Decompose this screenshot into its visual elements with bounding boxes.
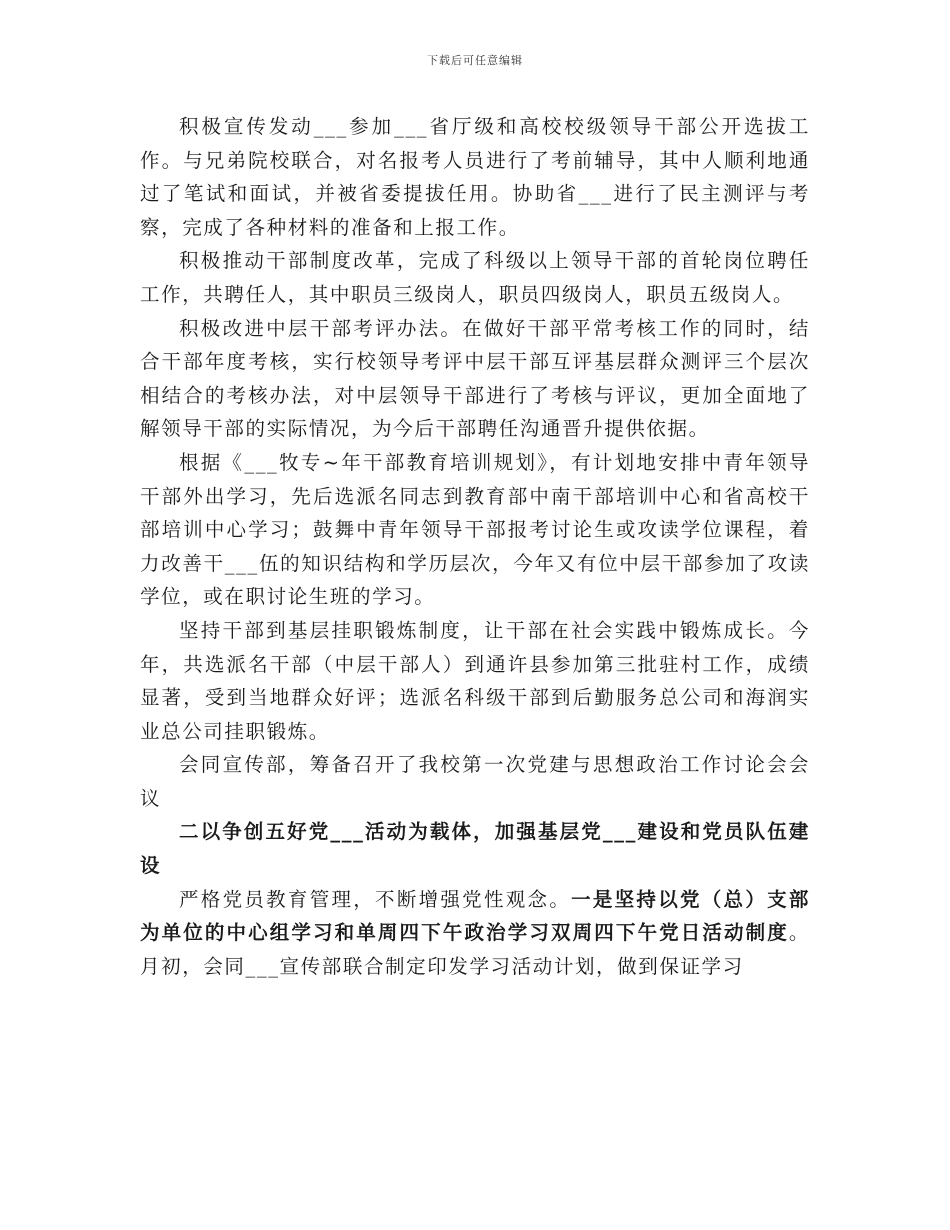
paragraph-6: 会同宣传部，筹备召开了我校第一次党建与思想政治工作讨论会会议	[140, 753, 810, 810]
paragraph-5: 坚持干部到基层挂职锻炼制度，让干部在社会实践中锻炼成长。今年，共选派名干部（中层干部人）到通许县参加第三批驻村工作，成绩显著，受到当地群众好评；选派名科级干部到后勤服务总公司和海润实业总公司挂职锻炼。	[140, 618, 810, 743]
paragraph-7-start: 严格党员教育管理，不断增强党性观念。	[179, 887, 572, 911]
paragraph-3: 积极改进中层干部考评办法。在做好干部平常考核工作的同时，结合干部年度考核，实行校领导考评中层干部互评基层群众测评三个层次相结合的考核办法，对中层领导干部进行了考核与评议，更加全面地了解领导干部的实际情况，为今后干部聘任沟通晋升提供依据。	[140, 316, 810, 441]
document-body	[140, 110, 810, 983]
paragraph-7-end: 。月初，会同___宣传部联合制定印发学习活动计划，做到保证学习	[140, 921, 810, 978]
paragraph-4: 根据《___牧专~年干部教育培训规划》，有计划地安排中青年领导干部外出学习，先后选派名同志到教育部中南干部培训中心和省高校干部培训中心学习；鼓舞中青年领导干部报考讨论生或攻读学位课程，着力改善干___伍的知识结构和学历层次，今年又有位中层干部参加了攻读学位，或在职讨论生班的学习。	[140, 450, 810, 609]
section-heading: 二以争创五好党___活动为载体，加强基层党___建设和党员队伍建设	[140, 820, 810, 878]
paragraph-1: 积极宣传发动___参加___省厅级和高校校级领导干部公开选拔工作。与兄弟院校联合，对名报考人员进行了考前辅导，其中人顺利地通过了笔试和面试，并被省委提拔任用。协助省___进行了民主测评与考察，完成了各种材料的准备和上报工作。	[140, 115, 810, 239]
page-header: 下载后可任意编辑	[427, 54, 523, 67]
paragraph-7-bold: 一是坚持以党（总）支部为单位的中心组学习和单周四下午政治学习双周四下午党日活动制度	[140, 887, 810, 945]
paragraph-2: 积极推动干部制度改革，完成了科级以上领导干部的首轮岗位聘任工作，共聘任人，其中职员三级岗人，职员四级岗人，职员五级岗人。	[140, 249, 810, 306]
paragraph-7	[140, 883, 810, 984]
